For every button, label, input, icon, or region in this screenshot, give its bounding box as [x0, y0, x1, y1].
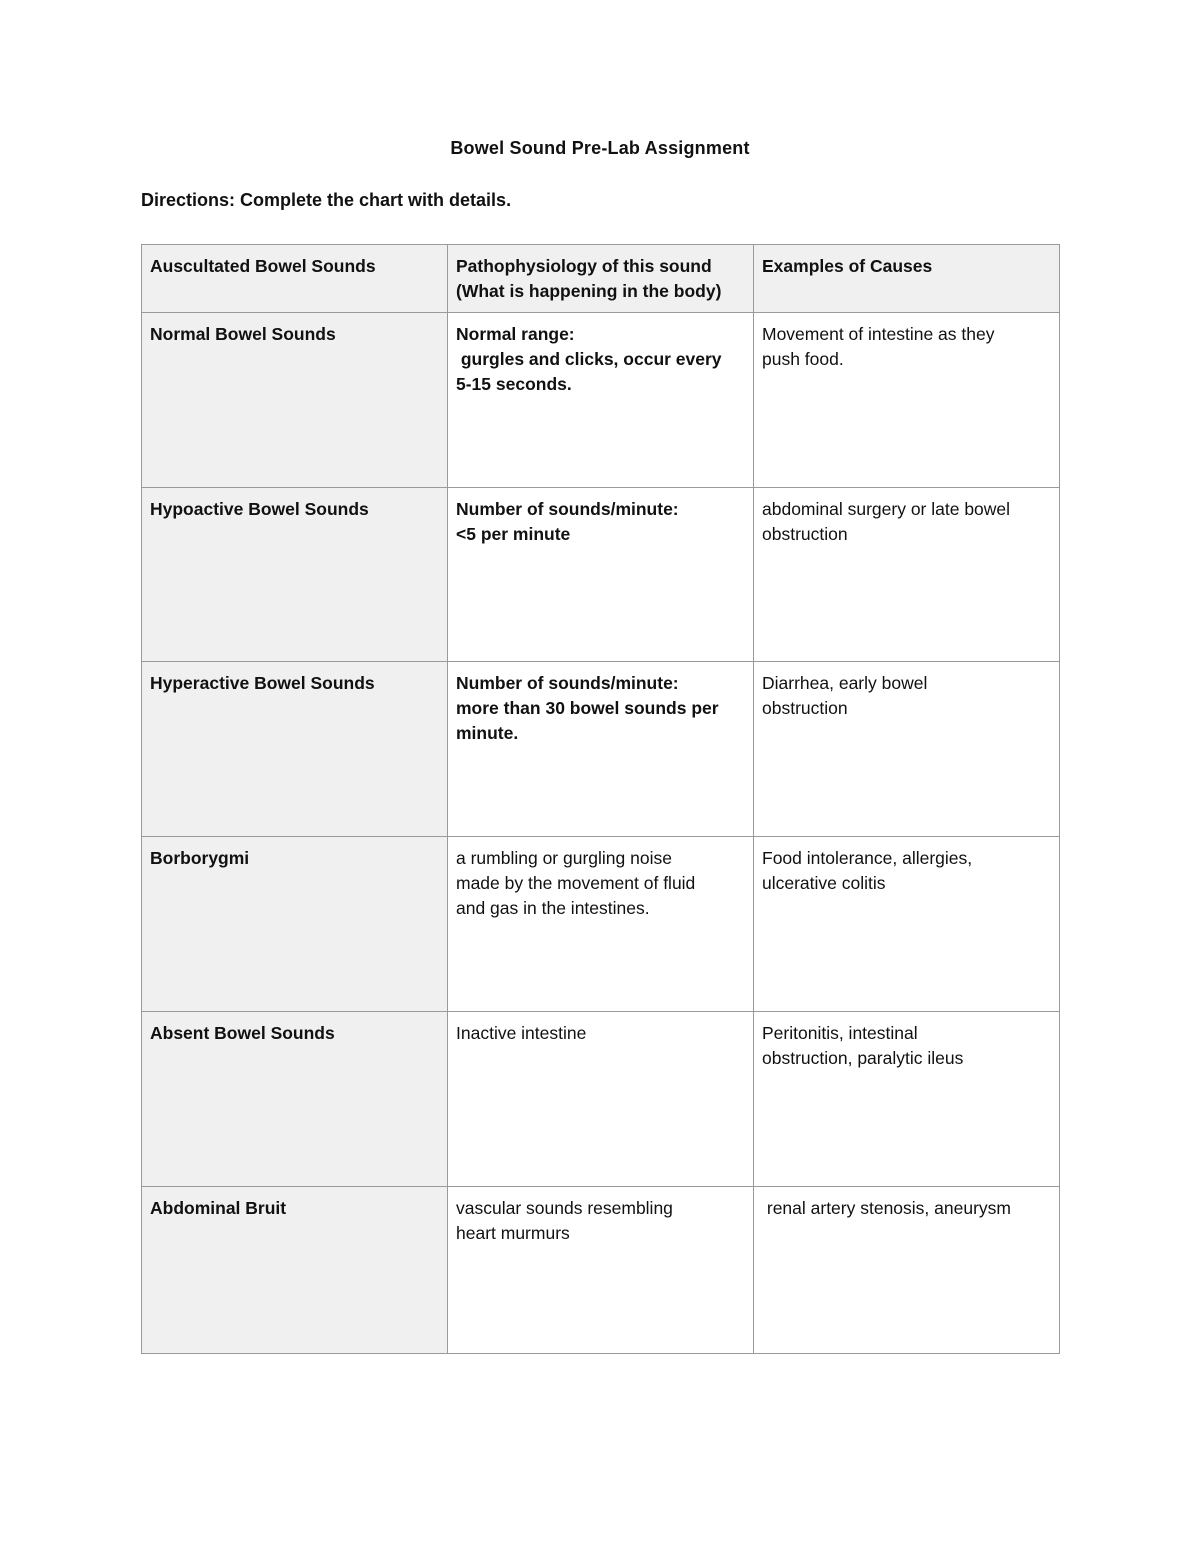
- sound-name: Absent Bowel Sounds: [150, 1023, 335, 1043]
- table-row: [142, 1187, 1060, 1354]
- causes-line: renal artery stenosis, aneurysm: [762, 1198, 1011, 1218]
- causes-line: push food.: [762, 349, 844, 369]
- pathophysiology-line: heart murmurs: [456, 1223, 570, 1243]
- header-sounds-label: Auscultated Bowel Sounds: [150, 256, 376, 276]
- pathophysiology-line: a rumbling or gurgling noise: [456, 848, 672, 868]
- causes-line: obstruction, paralytic ileus: [762, 1048, 964, 1068]
- table-row: [142, 488, 1060, 662]
- causes-cell[interactable]: [754, 662, 1060, 837]
- pathophysiology-cell[interactable]: [448, 488, 754, 662]
- header-causes-label: Examples of Causes: [762, 256, 933, 276]
- sound-name: Normal Bowel Sounds: [150, 324, 336, 344]
- sound-name-cell: [142, 488, 448, 662]
- bowel-sounds-chart: [141, 244, 1060, 1354]
- document-title: Bowel Sound Pre-Lab Assignment: [450, 138, 750, 158]
- pathophysiology-cell[interactable]: [448, 837, 754, 1012]
- pathophysiology-cell[interactable]: [448, 662, 754, 837]
- pathophysiology-cell[interactable]: [448, 1187, 754, 1354]
- sound-name-cell: [142, 1187, 448, 1354]
- pathophysiology-line: made by the movement of fluid: [456, 873, 696, 893]
- causes-line: ulcerative colitis: [762, 873, 886, 893]
- sound-name-cell: [142, 837, 448, 1012]
- pathophysiology-line: <5 per minute: [456, 524, 571, 544]
- causes-cell[interactable]: [754, 488, 1060, 662]
- pathophysiology-cell[interactable]: [448, 1012, 754, 1187]
- header-pathophysiology-line2: (What is happening in the body): [456, 281, 722, 301]
- causes-cell[interactable]: [754, 1012, 1060, 1187]
- table-header-row: [142, 245, 1060, 313]
- causes-line: Movement of intestine as they: [762, 324, 995, 344]
- causes-line: obstruction: [762, 698, 848, 718]
- header-cell-causes: [754, 245, 1060, 313]
- causes-cell[interactable]: [754, 1187, 1060, 1354]
- header-cell-pathophysiology: [448, 245, 754, 313]
- sound-name: Hyperactive Bowel Sounds: [150, 673, 375, 693]
- causes-line: Food intolerance, allergies,: [762, 848, 973, 868]
- sound-name-cell: [142, 662, 448, 837]
- header-pathophysiology-line1: Pathophysiology of this sound: [456, 256, 712, 276]
- table-row: [142, 313, 1060, 488]
- table-row: [142, 837, 1060, 1012]
- pathophysiology-cell[interactable]: [448, 313, 754, 488]
- pathophysiology-line: Normal range:: [456, 324, 575, 344]
- pathophysiology-line: vascular sounds resembling: [456, 1198, 673, 1218]
- causes-cell[interactable]: [754, 313, 1060, 488]
- sound-name-cell: [142, 313, 448, 488]
- directions-text: Directions: Complete the chart with details.: [141, 190, 512, 210]
- table-row: [142, 662, 1060, 837]
- sound-name-cell: [142, 1012, 448, 1187]
- causes-line: abdominal surgery or late bowel: [762, 499, 1011, 519]
- pathophysiology-line: Number of sounds/minute:: [456, 673, 679, 693]
- causes-line: Diarrhea, early bowel: [762, 673, 928, 693]
- sound-name: Hypoactive Bowel Sounds: [150, 499, 369, 519]
- causes-line: obstruction: [762, 524, 848, 544]
- table-row: [142, 1012, 1060, 1187]
- causes-line: Peritonitis, intestinal: [762, 1023, 918, 1043]
- sound-name: Borborygmi: [150, 848, 250, 868]
- pathophysiology-line: Inactive intestine: [456, 1023, 587, 1043]
- pathophysiology-line: 5-15 seconds.: [456, 374, 572, 394]
- pathophysiology-line: more than 30 bowel sounds per: [456, 698, 719, 718]
- pathophysiology-line: minute.: [456, 723, 519, 743]
- pathophysiology-line: and gas in the intestines.: [456, 898, 650, 918]
- header-cell-sounds: [142, 245, 448, 313]
- sound-name: Abdominal Bruit: [150, 1198, 287, 1218]
- causes-cell[interactable]: [754, 837, 1060, 1012]
- pathophysiology-line: gurgles and clicks, occur every: [456, 349, 722, 369]
- pathophysiology-line: Number of sounds/minute:: [456, 499, 679, 519]
